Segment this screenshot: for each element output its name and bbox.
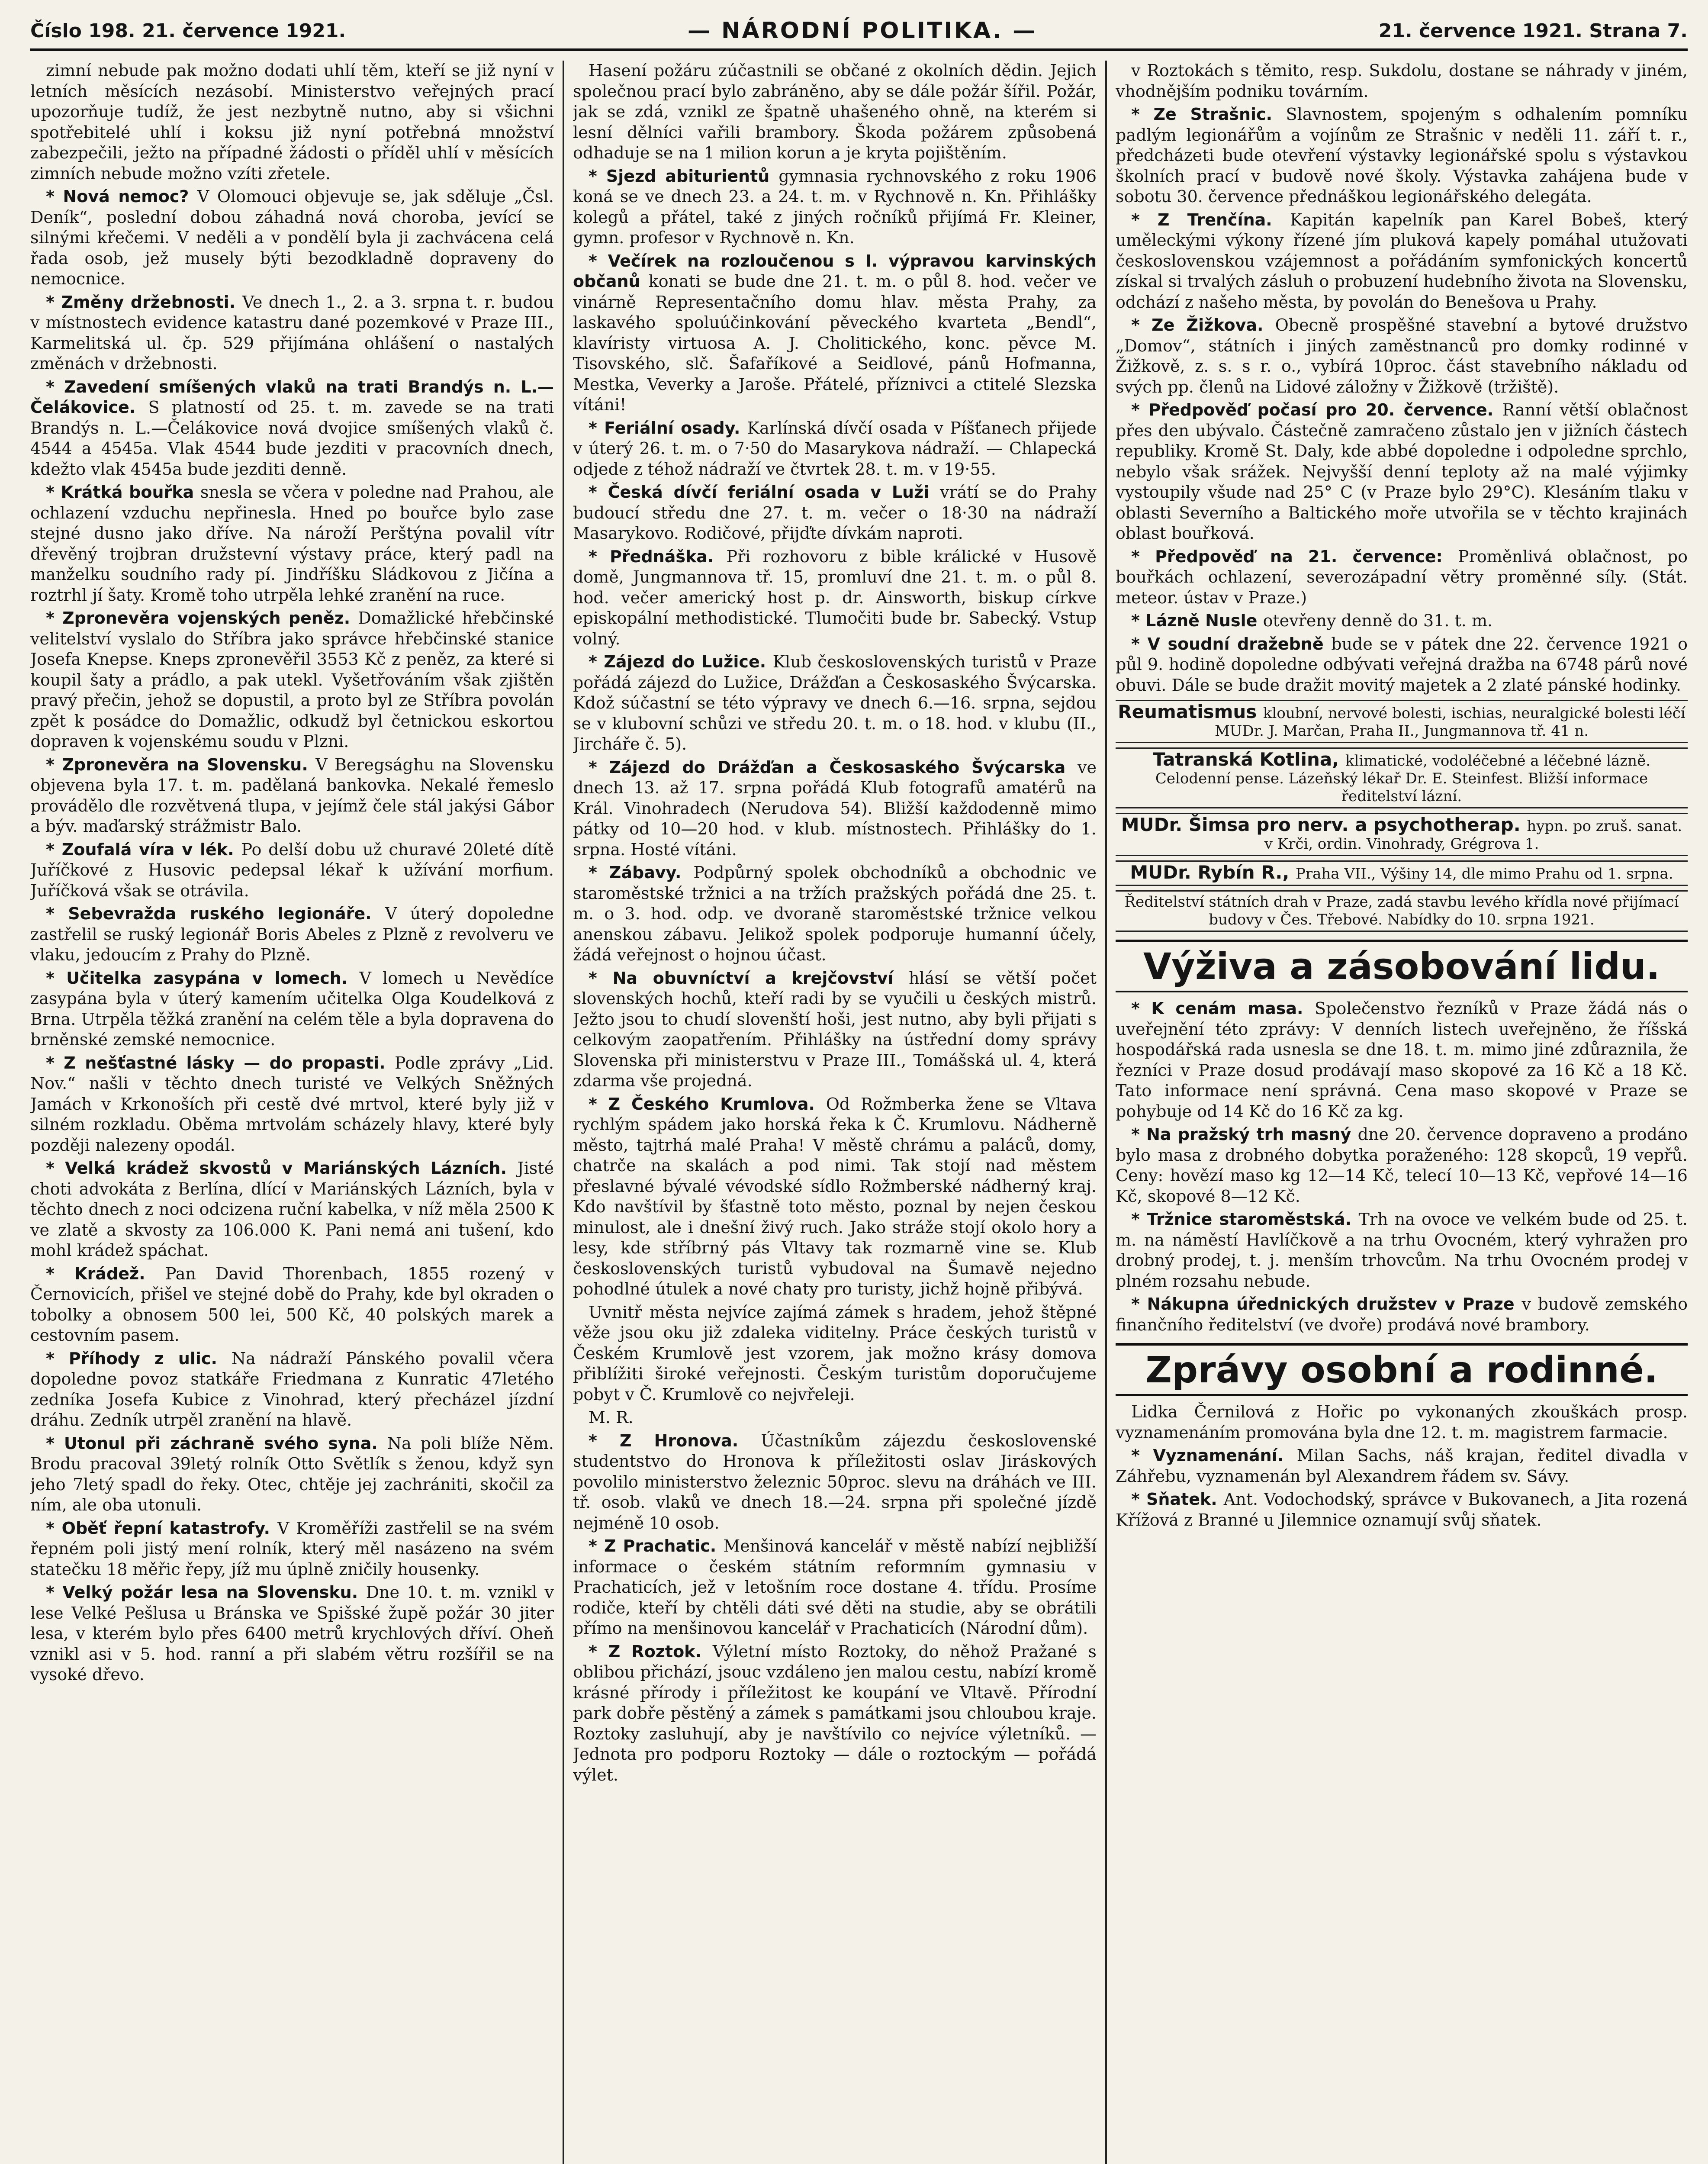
news-item-body: V Beregsághu na Slovensku objevena byla 17. t. m. padělaná bankovka. Nekalé řemeslo provádělo dle rozvětvená tlupa, v jejímž čele stál jakýsi Gábor a býv. maďarský strážmistr Balo. <box>30 755 554 836</box>
news-item-body: v budově zemského finančního ředitelství (ve dvoře) prodává nové brambory. <box>1116 1295 1688 1334</box>
advertisement-text: kloubní, nervové bolesti, ischias, neuralgické bolesti léčí MUDr. J. Marčan, Praha II., Jungmannova tř. 41 n. <box>1214 705 1685 740</box>
news-item-title: * Oběť řepní katastrofy. <box>46 1518 277 1538</box>
news-item-title: * Velký požár lesa na Slovensku. <box>46 1583 366 1602</box>
issue-info: Číslo 198. 21. července 1921. <box>30 19 346 42</box>
news-item <box>573 968 1097 1092</box>
news-item-body: Slavnostem, spojeným s odhalením pomníku padlým legionářům a vojínům ze Strašnic v neděli 11. září t. r., předcházeti bude otevření výstavky legionářské spolu s výstavkou školních prací v budově nové školy. Výstavka zahájena bude v sobotu 30. července přednáškou legionářského delegáta. <box>1116 105 1688 206</box>
news-item-title: * Krátká bouřka <box>46 483 200 502</box>
news-item-title: * V soudní dražebně <box>1131 634 1332 654</box>
advertisement-text: hypn. po zruš. sanat. v Krči, ordin. Vinohrady, Grégrova 1. <box>1264 818 1682 853</box>
news-item-body: Od Rožmberka žene se Vltava rychlým spádem jako horská řeka k Č. Krumlovu. Nádherně město, tajtrhá malé Praha! V městě chrámu a paláců, domy, chatrče na skalách a pod nimi. Tak stojí nad městem přeslavné bývalé vévodské sídlo Rožmberské nádherný kraj. Kdo navštívil by šťastně toto město, poznal by nejen českou minulost, ale i dnešní živý ruch. Jako stráže stojí okolo hory a lesy, kde stříbrný pás Vltavy tak rozmarně vine se. Klub československých turistů vybudoval na Šumavě nejedno pohodlné útulek a nové chaty pro turisty, jichž hojně přibývá. <box>573 1094 1097 1298</box>
news-item <box>573 1536 1097 1639</box>
news-item-title: * Z Českého Krumlova. <box>589 1094 826 1114</box>
news-item-title: * Z Hronova. <box>589 1431 761 1450</box>
news-item-body: V Kroměříži zastřelil se na svém řepném poli jistý mení rolník, který měl nasázeno na svém statečku 18 měřic řepy, jíž mu úplně zničily housenky. <box>30 1518 554 1579</box>
news-item-body: Dne 10. t. m. vznikl v lese Velké Pešlusa u Bránska ve Spišské župě požár 30 jiter lesa, v kterém bylo přes 6400 metrů krychlových dříví. Oheň vznikl asi v 5. hod. ranní a při slabém větru rozšířil se na vysoké dřevo. <box>30 1583 554 1684</box>
news-item-title: * Večírek na rozloučenou s I. výpravou karvinských občanů <box>573 251 1097 291</box>
news-item-body: Ve dnech 1., 2. a 3. srpna t. r. budou v místnostech evidence katastru dané pozemkové v Praze III., Karmelitská ul. čp. 529 přijímána ohlášení o nastalých změnách v držebnosti. <box>30 292 554 373</box>
news-item-title: * Sňatek. <box>1131 1490 1224 1509</box>
news-item-body: hlásí se větší počet slovenských hochů, kteří radi by se vyučili u českých mistrů. Ježto jsou to chudí slovenští hoši, jest nutno, aby byli přijati s celkovým zaopatřením. Přihlášky na ústřední domy správy Slovenska při ministerstvu v Praze III., Tomášská ul. 4, která zdarma vše projedná. <box>573 968 1097 1090</box>
news-item-body: M. R. <box>589 1408 634 1427</box>
news-item <box>30 1518 554 1580</box>
news-item-title: * Ze Žižkova. <box>1131 316 1275 335</box>
news-item-body: Podle zprávy „Lid. Nov.“ našli v těchto dnech turisté ve Velkých Sněžných Jamách v Krkonoších při cestě dvé mrtvol, které byly již v silném rozkladu. Oběma mrtvolám scházely hlavy, které byly později nalezeny opodál. <box>30 1053 554 1155</box>
news-item-title: * Z Prachatic. <box>589 1536 724 1555</box>
news-item-body: v Roztokách s těmito, resp. Sukdolu, dostane se náhrady v jiném, vhodnějším podniku továrním. <box>1116 61 1688 101</box>
news-item <box>1116 1489 1688 1530</box>
news-item <box>573 482 1097 544</box>
news-item <box>573 418 1097 480</box>
news-item-title: * Nová nemoc? <box>46 187 198 206</box>
news-item-title: * Nákupna úřednických družstev v Praze <box>1131 1295 1522 1314</box>
news-item-body: Trh na ovoce ve velkém bude od 25. t. m. na náměstí Havlíčkově a na trhu Ovocném, který vyhražen pro drobný prodej, t. j. menším trhovcům. Na trhu Ovocném prodej v plném rozsahu nebude. <box>1116 1210 1688 1291</box>
news-item <box>1116 998 1688 1122</box>
news-item-title: * Příhody z ulic. <box>46 1349 232 1368</box>
news-item-title: * K cenám masa. <box>1131 999 1315 1018</box>
news-item-body: Na poli blíže Něm. Brodu pracoval 39letý rolník Otto Světlík s ženou, když syn jeho 7letý spadl do řeky. Otec, chtěje jej zachrániti, skočil za ním, ale oba utonuli. <box>30 1433 554 1514</box>
header-rule <box>30 48 1688 51</box>
news-item-body: zimní nebude pak možno dodati uhlí těm, kteří se již nyní v letních měsících nezásobí. Ministerstvo veřejných prací upozorňuje tudíž, že jest nezbytně nutno, aby si všichni spotřebitelé uhlí i koksu již nyní potřebná množství zabezpečili, ježto na případné žádosti o příděl uhlí v měsících zimních nebude možno vzíti zřetele. <box>30 61 554 183</box>
section-headline: Zprávy osobní a rodinné. <box>1116 1343 1688 1396</box>
news-item-body: V úterý dopoledne zastřelil se ruský legionář Boris Abeles z Plzně z revolveru ve vlaku, jedoucím z Prahy do Plzně. <box>30 904 554 964</box>
news-item-body: Podpůrný spolek obchodníků a obchodnic ve staroměstské tržnici a na tržích pražských pořádá dne 25. t. m. o 3. hod. odp. ve dvoraně staroměstské tržnice velkou anenskou zábavu. Jelikož spolek podporuje humanní účely, žádá veřejnost o hojnou účast. <box>573 863 1097 964</box>
news-item-body: Jisté choti advokáta z Berlína, dlící v Mariánských Lázních, byla v těchto dnech z noci odcizena ruční kabelka, v níž měla 2500 K ve zlatě a skvosty za 106.000 K. Pani nemá ani tušení, kdo mohl krádež spáchat. <box>30 1159 554 1260</box>
news-item-title: * Tržnice staroměstská. <box>1131 1210 1359 1229</box>
advertisement-text: klimatické, vodoléčebné a léčebné lázně. Celodenní pense. Lázeňský lékař Dr. E. Steinfest. Bližší informace ředitelství lázní. <box>1155 752 1650 805</box>
news-item-body: snesla se včera v poledne nad Prahou, ale ochlazení vzduchu nepřinesla. Hned po bouřce bylo zase stejné dusno jako dříve. Na nároží Perštýna povalil vítr dřevěný trojbran družstevní výstavy práce, který padl na manželku soudního rady pí. Jindříšku Sládkovou z Jičína a roztrhl jí šaty. Kromě toho utrpěla lehké zranění na ruce. <box>30 483 554 605</box>
column-1 <box>30 61 554 2164</box>
news-item <box>30 1264 554 1346</box>
column-divider <box>563 61 564 2164</box>
news-item-body: V lomech u Nevědíce zasypána byla v úterý kamením učitelka Olga Koudelková z Brna. Utrpěla těžká zranění na celém těle a byla dopravena do brněnské zemské nemocnice. <box>30 968 554 1049</box>
news-item-title: * Česká dívčí feriální osada v Luži <box>589 483 940 502</box>
news-item <box>573 1642 1097 1786</box>
news-item-body: ve dnech 13. až 17. srpna pořádá Klub fotografů amatérů na Král. Vinohradech (Nerudova 54). Bližší každodenně mimo pátky od 10—20 hod. v klub. místnostech. Přihlášky do 1. srpna. Hosté vítáni. <box>573 757 1097 859</box>
advertisement-text: Ředitelství státních drah v Praze, zadá stavbu levého křídla nové přijímací budovy v Čes. Třebové. Nabídky do 10. srpna 1921. <box>1124 893 1679 928</box>
advertisement-title: Tatranská Kotlina, <box>1152 749 1345 770</box>
news-item-body: dne 20. července dopraveno a prodáno bylo masa z drobného dobytka poraženého: 128 skopců, 19 vepřů. Ceny: hovězí maso kg 12—14 Kč, telecí 10—13 Kč, vepřové 14—16 Kč, skopové 8—12 Kč. <box>1116 1125 1688 1206</box>
news-item-body: Na nádraží Pánského povalil včera dopoledne povoz statkáře Friedmana z Kunratic 47letého zedníka Josefa Kubice z Vinohrad, který přecházel jízdní dráhu. Zedník utrpěl zranění na hlavě. <box>30 1349 554 1430</box>
news-item <box>30 755 554 837</box>
news-item <box>1116 61 1688 102</box>
news-item <box>30 1433 554 1516</box>
news-item-body: vrátí se do Prahy budoucí středu dne 27. t. m. večer o 18·30 na nádraží Masarykovo. Rodičové, přijďte dívkám naproti. <box>573 483 1097 543</box>
news-item <box>573 61 1097 164</box>
news-item-title: * Na pražský trh masný <box>1131 1125 1358 1144</box>
news-item-title: * Z Trenčína. <box>1131 210 1290 229</box>
news-item <box>573 1431 1097 1534</box>
news-item-body: Účastníkům zájezdu československé studentstvo do Hronova k příležitosti oslav Jiráskových povolilo ministerstvo železnic 50proc. slevu na dráhách ve III. tř. osob. vlaků ve dnech 18.—24. srpna při společné jízdě nejméně 10 osob. <box>573 1431 1097 1533</box>
news-item-title: * Feriální osady. <box>589 418 747 438</box>
news-item-body: otevřeny denně do 31. t. m. <box>1263 611 1493 630</box>
news-item-body: Společenstvo řezníků v Praze žádá nás o uveřejnění této zprávy: V denních listech uveřejněno, že říšská hospodářská rada usnesla se dne 18. t. m. mimo jiné zdůraznila, že řezníci v Praze dosud prodávají maso skopové za 16 Kč a 18 Kč. Tato informace není správná. Cena maso skopové v Praze se pohybuje od 14 Kč do 16 Kč za kg. <box>1116 999 1688 1121</box>
news-item <box>573 757 1097 860</box>
news-item <box>1116 104 1688 207</box>
news-item-body: Kapitán kapelník pan Karel Bobeš, který uměleckými výkony řízené jím pluková kapely pomáhal utužovati československou vzájemnost a pořádáním symfonických koncertů získal si trvalých zásluh o probuzení hudebního života na Slovensku, odchází z našeho města, by povolán do Benešova u Prahy. <box>1116 210 1688 312</box>
advertisement-title: Reumatismus <box>1118 701 1263 722</box>
section-headline: Výživa a zásobování lidu. <box>1116 940 1688 992</box>
news-item <box>573 1094 1097 1300</box>
news-item <box>573 166 1097 248</box>
news-item-title: * Zpronevěra na Slovensku. <box>46 755 316 774</box>
news-item <box>1116 611 1688 631</box>
news-item <box>1116 547 1688 609</box>
news-item <box>30 840 554 902</box>
news-item-body: Hasení požáru zúčastnili se občané z okolních dědin. Jejich společnou prací bylo zabráněno, aby se dále požár šířil. Požár, jak se zdá, vznikl ze špatně uhašeného ohně, na kterém si lesní dělníci vařili brambory. Škoda požárem způsobená odhaduje se na 1 milion korun a je kryta pojištěním. <box>573 61 1097 162</box>
advertisement <box>1116 890 1688 932</box>
news-item <box>573 1407 1097 1428</box>
advertisement <box>1116 747 1688 808</box>
news-item-title: * Utonul při záchraně svého syna. <box>46 1433 387 1453</box>
column-3 <box>1116 61 1688 2164</box>
news-item <box>1116 315 1688 397</box>
news-item-body: Výletní místo Roztoky, do něhož Pražané s oblibou přichází, jsouc vzdáleno jen malou cestu, nabízí kromě krásné přírody i příležitost ke koupání ve Vltavě. Přírodní park dobře pěstěný a zámek s památkami jsou chloubou kraje. Roztoky zasluhují, aby je navštívilo co nejvíce výletníků. — Jednota pro podporu Roztoky — dále o roztockým — pořádá výlet. <box>573 1642 1097 1784</box>
news-item-title: * Zájezd do Lužice. <box>589 652 773 671</box>
news-item <box>573 251 1097 415</box>
news-item-title: * Z Roztok. <box>589 1642 713 1661</box>
news-item-body: Po delší dobu už churavé 20leté dítě Juříčkové z Husovic pedepsal lékař k užívání morfium. Juříčková však se otrávila. <box>30 840 554 900</box>
news-item-title: * Zoufalá víra v lék. <box>46 840 241 859</box>
news-item-title: * Zavedení smíšených vlaků na trati Brandýs n. L.—Čelákovice. <box>30 377 554 417</box>
news-item <box>30 608 554 752</box>
news-item <box>30 377 554 480</box>
column-divider <box>1105 61 1107 2164</box>
news-item-body: konati se bude dne 21. t. m. o půl 8. hod. večer ve vinárně Representačního domu hlav. města Prahy, za laskavého spoluúčinkování pěveckého kvarteta „Bendl“, klavíristy virtuosa A. J. Cholitického, konc. pěvce M. Tisovského, slč. Šafaříkové a Seidlové, pánů Hofmanna, Mestka, Veverky a Jaroše. Přátelé, příznivci a ctitelé Slezska vítáni! <box>573 272 1097 414</box>
news-item <box>1116 1402 1688 1443</box>
news-item <box>30 61 554 184</box>
advertisement-title: MUDr. Šimsa pro nerv. a psychotherap. <box>1121 814 1527 835</box>
news-item <box>1116 1446 1688 1487</box>
news-item <box>30 904 554 966</box>
news-item-body: Proměnlivá oblačnost, po bouřkách ochlazení, severozápadní větry proměnné síly. (Stát. meteor. ústav v Praze.) <box>1116 547 1688 607</box>
news-item-title: * Na obuvníctví a krejčovství <box>589 968 909 988</box>
news-item <box>1116 1209 1688 1291</box>
news-item <box>573 547 1097 650</box>
news-item-body: Karlínská dívčí osada v Píšťanech přijede v úterý 26. t. m. o 7·50 do Masarykova nádraží. — Chlapecká odjede z téhož nádraží ve čtvrtek 28. t. m. v 19·55. <box>573 418 1097 479</box>
news-item-title: * Předpověď na 21. července: <box>1131 547 1458 566</box>
news-item <box>30 1582 554 1685</box>
news-item-title: * Zábavy. <box>589 863 694 882</box>
news-item-body: Obecně prospěšné stavební a bytové družstvo „Domov“, státních i jiných zaměstnanců pro domky rodinné v Žižkově, z. s. s r. o., vybírá 10proc. část stavebního nákladu od svých pp. členů na Lidové záložny v Žižkově (tržiště). <box>1116 316 1688 396</box>
advertisement <box>1116 700 1688 743</box>
news-item-body: Pan David Thorenbach, 1855 rozený v Černovicích, přišel ve stejné době do Prahy, kde byl okraden o tobolky a obnosem 500 lei, 500 Kč, 40 polských marek a cestovním pasem. <box>30 1264 554 1345</box>
news-item-body: Ranní větší oblačnost přes den ubývalo. Částečně zamračeno zůstalo jen v jižních částech republiky. Kromě St. Daly, kde abbé dopoledne i odpoledne sprchlo, nebylo však srážek. Nejvyšší denní teploty až na malé výjimky vystoupily všude nad 25° C (v Praze bylo 29°C). Klesáním tlaku v oblasti Severního a Baltického moře utvořila se v těchto krajinách oblast bouřková. <box>1116 400 1688 543</box>
advertisement <box>1116 813 1688 856</box>
news-item-title: * Lázně Nusle <box>1131 611 1263 630</box>
advertisement-title: MUDr. Rybín R., <box>1130 862 1296 883</box>
news-item <box>30 1349 554 1431</box>
news-item-title: * Z nešťastné lásky — do propasti. <box>46 1053 395 1072</box>
news-item-body: Domažlické hřebčinské velitelství vyslalo do Stříbra jako správce hřebčinské stanice Josefa Knepse. Kneps zpronevěřil 3553 Kč z peněz, za které si koupil šaty a prádlo, a pak utekl. Vyšetřováním však zjištěn pravý přečin, jehož se dopustil, a proto byl ze Stříbra povolán zpět k posádce do Domažlic, odkudž byl četnickou eskortou dopraven k vojenskému soudu v Plzni. <box>30 609 554 751</box>
news-item-body: Lidka Černilová z Hořic po vykonaných zkouškách prosp. vyznamenáním promována byla dne 12. t. m. magistrem farmacie. <box>1116 1402 1688 1442</box>
advertisement-text: Praha VII., Výšiny 14, dle mimo Prahu od 1. srpna. <box>1295 865 1673 882</box>
news-item-title: * Sjezd abiturientů <box>589 166 779 186</box>
news-item <box>30 187 554 290</box>
news-item <box>30 482 554 605</box>
page-number: 21. července 1921. Strana 7. <box>1378 19 1688 42</box>
news-item <box>1116 210 1688 313</box>
news-item-body: Menšinová kancelář v městě nabízí nejbližší informace o českém státním reformním gymnasiu v Prachaticích, jež v letošním roce dostane 4. třídu. Prosíme rodiče, kteří by chtěli dáti své děti na studie, aby se obrátili přímo na menšinovou kancelář v Prachaticích (Národní dům). <box>573 1536 1097 1638</box>
news-item-body: Ant. Vodochodský, správce v Bukovanech, a Jita rozená Křížová z Branné u Jilemnice oznamují svůj sňatek. <box>1116 1490 1688 1530</box>
news-item-title: * Učitelka zasypána v lomech. <box>46 968 360 988</box>
page-header <box>30 16 1688 46</box>
column-2 <box>573 61 1097 2164</box>
news-item <box>1116 400 1688 544</box>
news-item-title: * Zpronevěra vojenských peněz. <box>46 609 358 628</box>
news-item <box>30 968 554 1050</box>
news-item-body: V Olomouci objevuje se, jak sděluje „Čsl. Deník“, poslední dobou záhadná nová choroba, jevící se silnými křečemi. V neděli a v pondělí byla ji zachvácena celá řada osob, jež musely býti bezodkladně dopraveny do nemocnice. <box>30 187 554 288</box>
news-item <box>30 292 554 374</box>
masthead: — NÁRODNÍ POLITIKA. — <box>687 18 1037 44</box>
news-item <box>573 1302 1097 1405</box>
news-item <box>573 863 1097 966</box>
news-item-title: * Sebevražda ruského legionáře. <box>46 904 385 923</box>
news-item-title: * Předpověď počasí pro 20. července. <box>1131 400 1502 419</box>
advertisement <box>1116 860 1688 886</box>
news-item-body: Milan Sachs, náš krajan, ředitel divadla v Záhřebu, vyznamenán byl Alexandrem řádem sv. Sávy. <box>1116 1446 1688 1486</box>
news-item-title: * Přednáška. <box>589 547 727 566</box>
news-item-title: * Velká krádež skvostů v Mariánských Lázních. <box>46 1159 518 1178</box>
news-item <box>30 1053 554 1156</box>
news-item-body: Klub československých turistů v Praze pořádá zájezd do Lužice, Drážďan a Českosaského Švýcarska. Kdož súčastní se této výpravy ve dnech 6.—16. srpna, sejdou se v klubovní schůzi ve středu 20. t. m. o 18. hod. v klubu (II., Jircháře č. 5). <box>573 652 1097 754</box>
news-item-title: * Zájezd do Drážďan a Českosaského Švýcarska <box>589 757 1078 777</box>
news-item-body: Při rozhovoru z bible králické v Husově domě, Jungmannova tř. 15, promluví dne 21. t. m. o půl 8. hod. večer americký host p. dr. Ainsworth, biskup církve episkopální methodistické. Tlumočiti bude br. Sabecký. Vstup volný. <box>573 547 1097 648</box>
news-item <box>1116 1124 1688 1207</box>
news-item-body: gymnasia rychnovského z roku 1906 koná se ve dnech 23. a 24. t. m. v Rychnově n. Kn. Přihlášky kolegů a přátel, také z jiných ročníků přijímá Fr. Kleiner, gymn. profesor v Rychnově n. Kn. <box>573 166 1097 247</box>
news-item-title: * Krádež. <box>46 1264 165 1283</box>
news-item <box>1116 1294 1688 1335</box>
news-item <box>573 652 1097 755</box>
news-item-title: * Změny držebnosti. <box>46 292 242 312</box>
news-item-body: bude se v pátek dne 22. července 1921 o půl 9. hodině dopoledne odbývati veřejná dražba na 6748 párů nové obuvi. Dále se bude dražit movitý majetek a 2 zlaté pánské hodinky. <box>1116 634 1688 695</box>
news-item-title: * Ze Strašnic. <box>1131 105 1286 124</box>
news-item-body: S platností od 25. t. m. zavede se na trati Brandýs n. L.—Čelákovice nová dvojice smíšených vlaků č. 4544 a 4545a. Vlak 4544 bude jezditi v pracovních dnech, kdežto vlak 4545a bude jezditi denně. <box>30 398 554 479</box>
news-item <box>1116 634 1688 696</box>
news-item-title: * Vyznamenání. <box>1131 1446 1297 1465</box>
news-item <box>30 1158 554 1261</box>
news-item-body: Uvnitř města nejvíce zajímá zámek s hradem, jehož štěpné věže jsou oku již zdaleka viditelny. Práce českých turistů v Českém Krumlově jest vzorem, jak možno krásy domova přiblížiti široké veřejnosti. Českým turistům doporučujeme pobyt v Č. Krumlově co nejvřeleji. <box>573 1302 1097 1404</box>
